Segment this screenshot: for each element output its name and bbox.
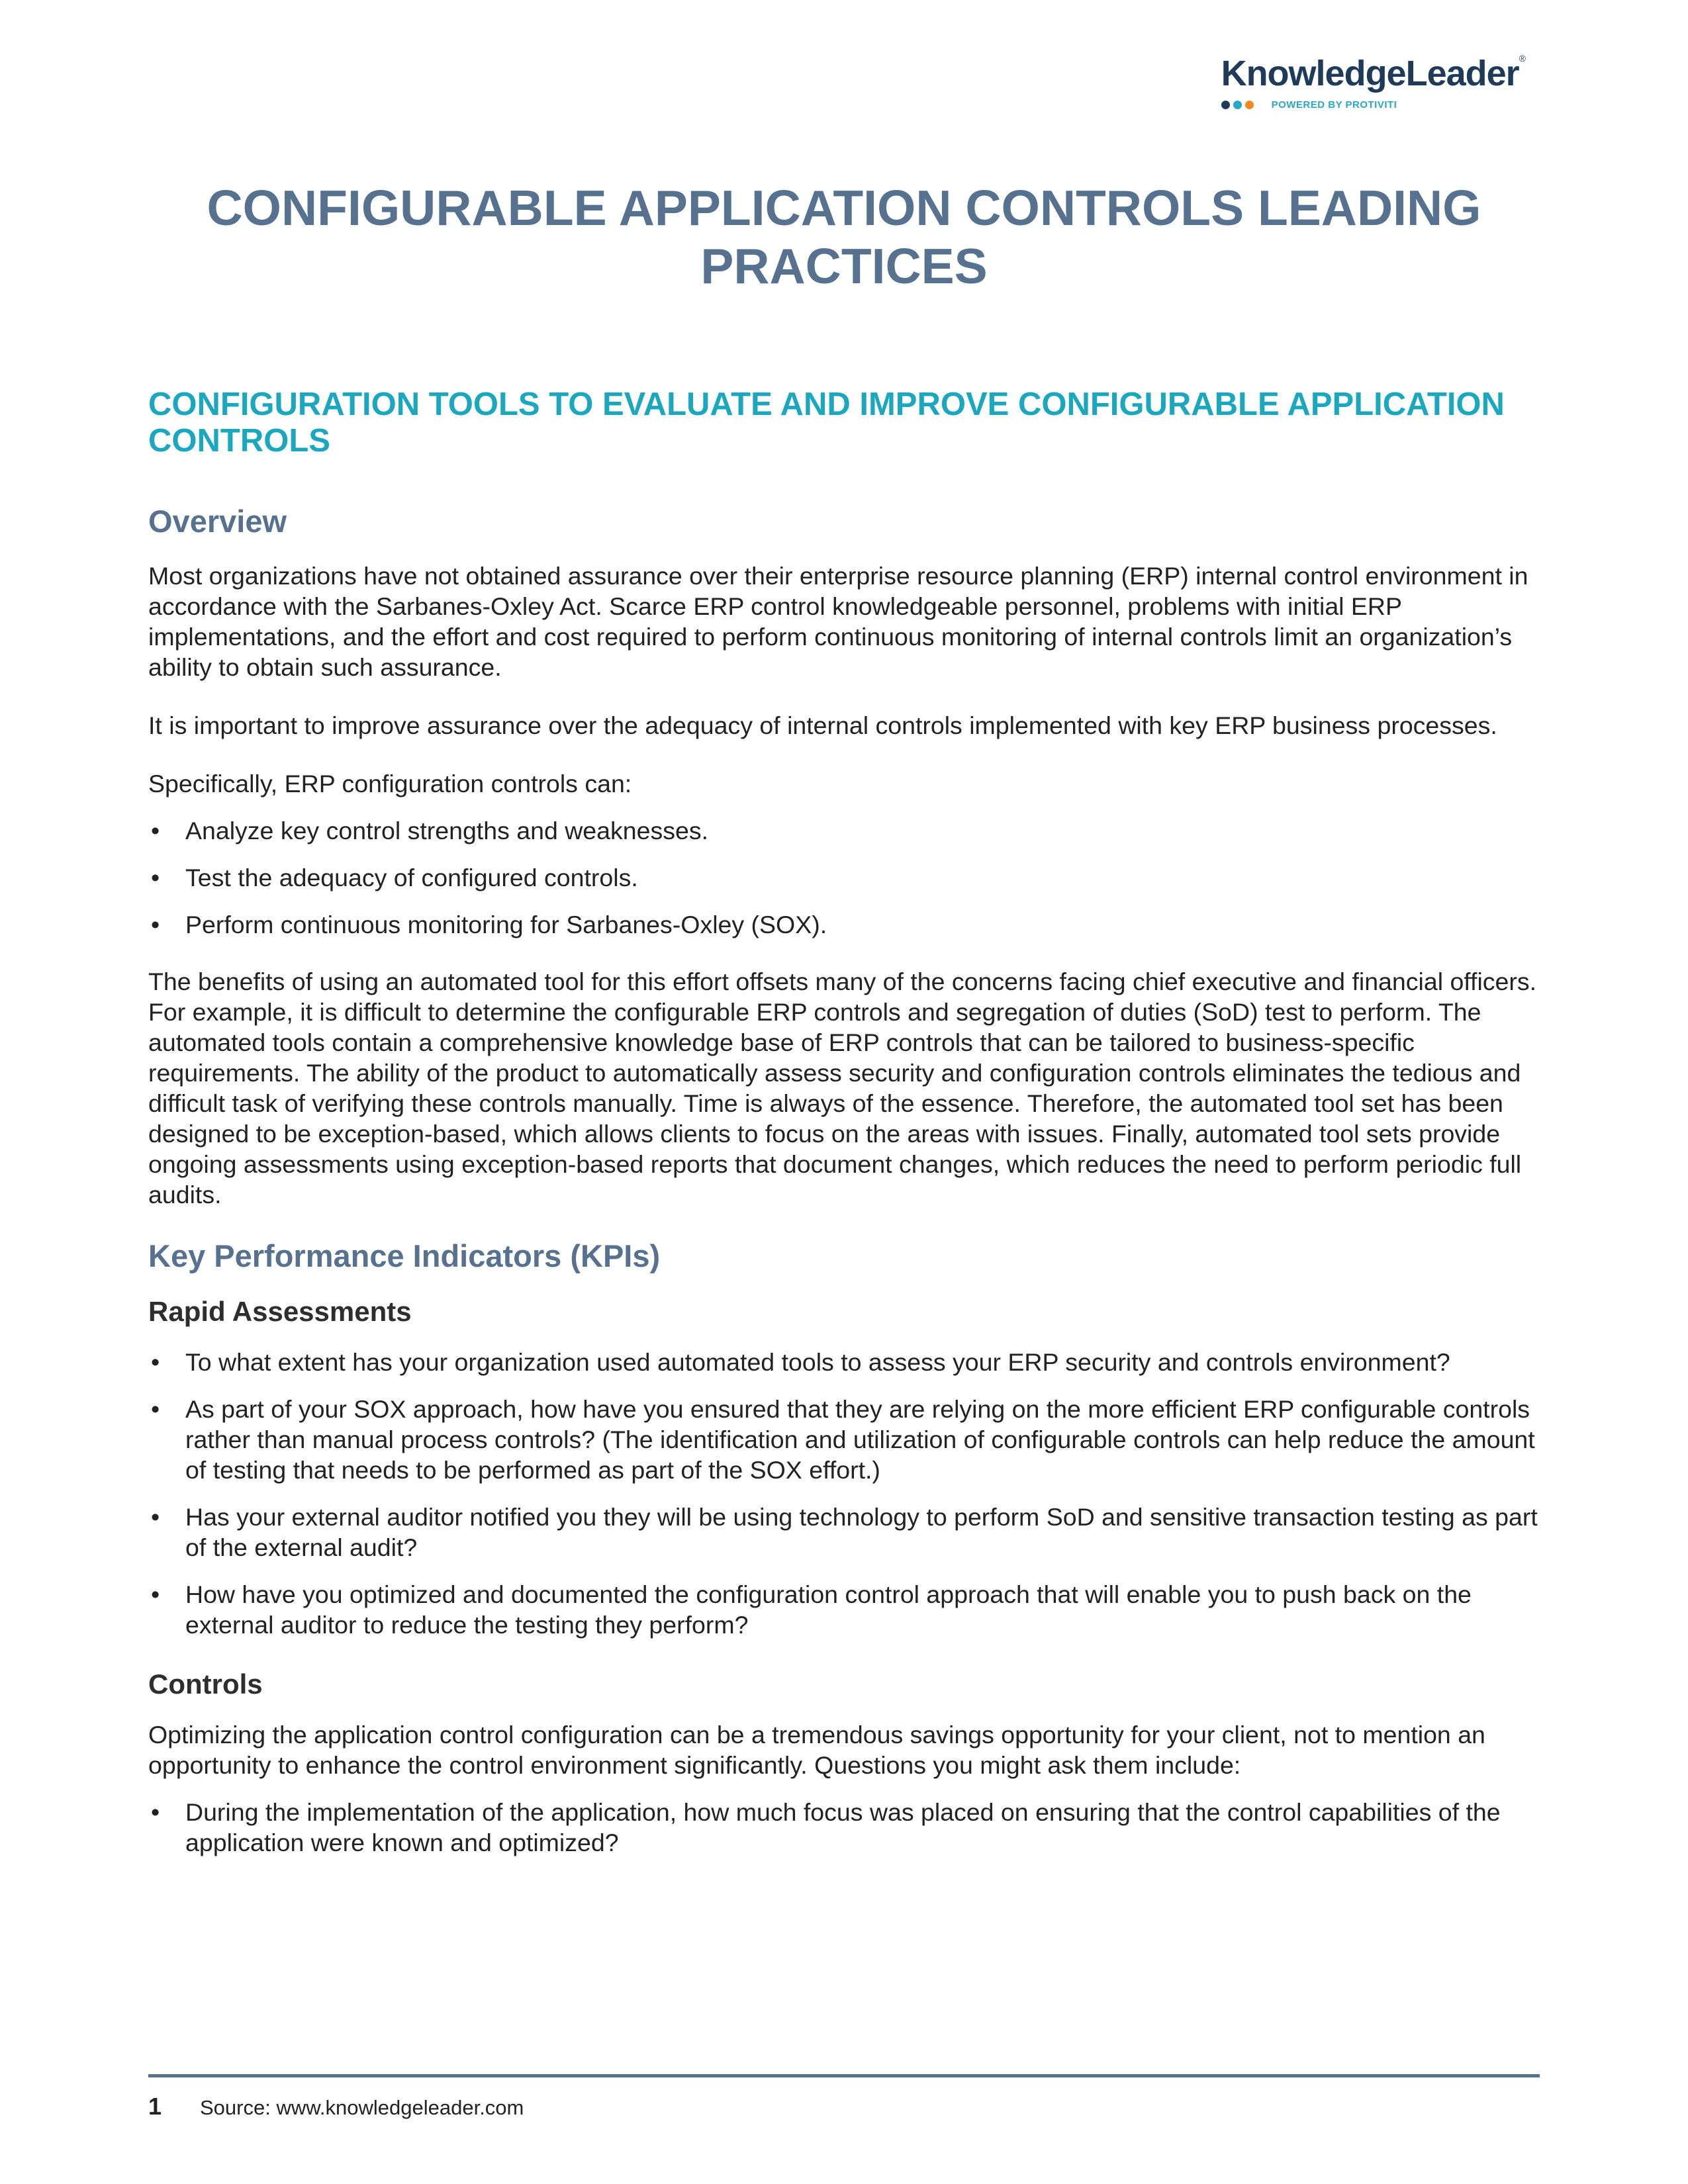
list-item: • During the implementation of the application, how much focus was placed on ensuring that the control capabilities of the application were known and optimized?: [148, 1797, 1540, 1858]
overview-paragraph-1: Most organizations have not obtained assurance over their enterprise resource planning (ERP) internal control environment in accordance with the Sarbanes-Oxley Act. Scarce ERP control knowledgeable personnel, problems with initial ERP implementations, and the effort and cost required to perform continuous monitoring of internal controls limit an organization’s ability to obtain such assurance.: [148, 562, 1528, 681]
overview-paragraph-2: It is important to improve assurance over the adequacy of internal controls implemented with key ERP business processes.: [148, 711, 1497, 739]
overview-bullet-list: [148, 815, 1540, 940]
source-text: Source: www.knowledgeleader.com: [200, 2096, 524, 2119]
logo-dot-navy-icon: [1221, 101, 1230, 109]
controls-heading: Controls: [148, 1668, 263, 1700]
page-number: 1: [148, 2093, 162, 2120]
logo-dot-teal-icon: [1233, 101, 1242, 109]
overview-paragraph-4: The benefits of using an automated tool for this effort offsets many of the concerns facing chief executive and financial officers. For example, it is difficult to determine the configurable ERP controls and segregation of duties (SoD) test to perform. The automated tools contain a comprehensive knowledge base of ERP controls that can be tailored to business-specific requirements. The ability of the product to automatically assess security and configuration controls eliminates the tedious and difficult task of verifying these controls manually. Time is always of the essence. Therefore, the automated tool set has been designed to be exception-based, which allows clients to focus on the areas with issues. Finally, automated tool sets provide ongoing assessments using exception-based reports that document changes, which reduces the need to perform periodic full audits.: [148, 968, 1537, 1208]
controls-list: [148, 1797, 1540, 1858]
list-item: • To what extent has your organization used automated tools to assess your ERP security and controls environment?: [148, 1347, 1540, 1377]
list-item: • Analyze key control strengths and weaknesses.: [148, 815, 1540, 846]
list-item: • As part of your SOX approach, how have you ensured that they are relying on the more efficient ERP configurable controls rather than manual process controls? (The identification and utilization of configurable controls can help reduce the amount of testing that needs to be performed as part of the SOX effort.): [148, 1394, 1540, 1485]
knowledgeleader-logo: [1221, 53, 1526, 111]
list-item: • Has your external auditor notified you they will be using technology to perform SoD and sensitive transaction testing as part of the external audit?: [148, 1502, 1540, 1563]
logo-wordmark: KnowledgeLeader: [1221, 54, 1519, 93]
footer-divider: [148, 2074, 1540, 2077]
document-body: [148, 179, 1540, 1886]
list-item: • Perform continuous monitoring for Sarbanes-Oxley (SOX).: [148, 909, 1540, 940]
page-title: CONFIGURABLE APPLICATION CONTROLS LEADING PRACTICES: [207, 180, 1481, 294]
logo-dot-orange-icon: [1245, 101, 1254, 109]
page-footer: [148, 2093, 524, 2120]
list-item: • Test the adequacy of configured controls.: [148, 862, 1540, 893]
overview-paragraph-3: Specifically, ERP configuration controls can:: [148, 770, 632, 797]
rapid-assessments-list: [148, 1347, 1540, 1640]
overview-heading: Overview: [148, 504, 287, 539]
list-item: • How have you optimized and documented the configuration control approach that will enable you to push back on the external auditor to reduce the testing they perform?: [148, 1579, 1540, 1640]
section-title: CONFIGURATION TOOLS TO EVALUATE AND IMPROVE CONFIGURABLE APPLICATION CONTROLS: [148, 387, 1505, 459]
rapid-assessments-heading: Rapid Assessments: [148, 1296, 412, 1327]
logo-registered-mark: ®: [1519, 53, 1526, 64]
controls-paragraph-1: Optimizing the application control configuration can be a tremendous savings opportunity for your client, not to mention an opportunity to enhance the control environment significantly. Questions you might ask them include:: [148, 1721, 1485, 1779]
logo-powered-by: POWERED BY PROTIVITI: [1271, 99, 1397, 111]
kpis-heading: Key Performance Indicators (KPIs): [148, 1238, 661, 1273]
logo-tagline: [1221, 99, 1526, 111]
